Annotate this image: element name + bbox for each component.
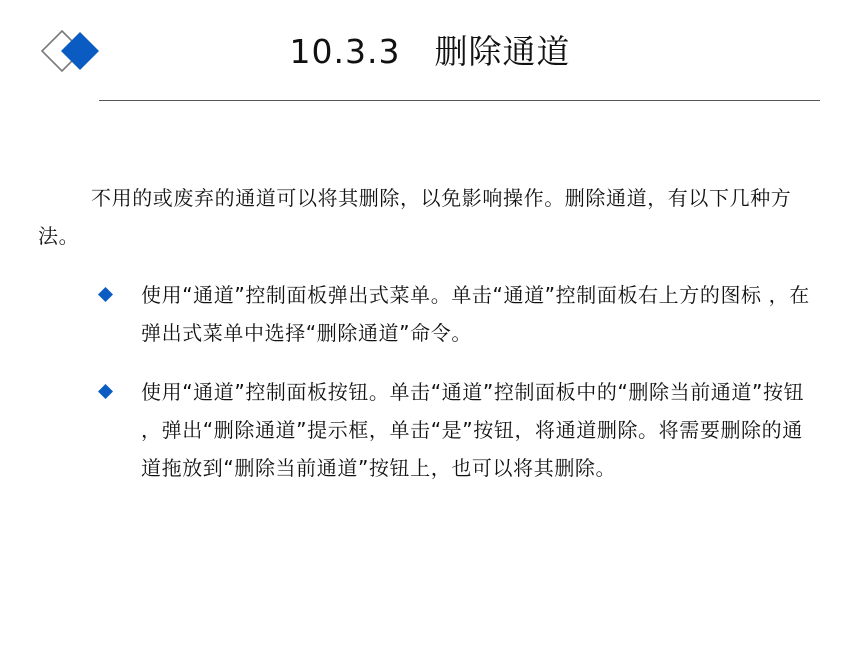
bullet-item-button-method: 使用“通道”控制面板按钮。单击“通道”控制面板中的“删除当前通道”按钮 ，弹出“删除通道”提示框，单击“是”按钮，将通道删除。将需要删除的通道拖放到“删除当前通道”按钮上，也可以将其删除。 [141, 380, 805, 480]
page-title [0, 29, 860, 75]
bullet-diamond-icon [98, 384, 113, 399]
intro-paragraph: 不用的或废弃的通道可以将其删除，以免影响操作。删除通道，有以下几种方法。 [38, 186, 792, 248]
bullet-item-menu-method: 使用“通道”控制面板弹出式菜单。单击“通道”控制面板右上方的图标 ，在弹出式菜单中选择“删除通道”命令。 [141, 283, 810, 345]
bullet-diamond-icon [98, 287, 113, 302]
section-number: 10.3.3 [289, 32, 401, 71]
title-divider [99, 100, 820, 101]
section-title: 删除通道 [434, 32, 571, 71]
